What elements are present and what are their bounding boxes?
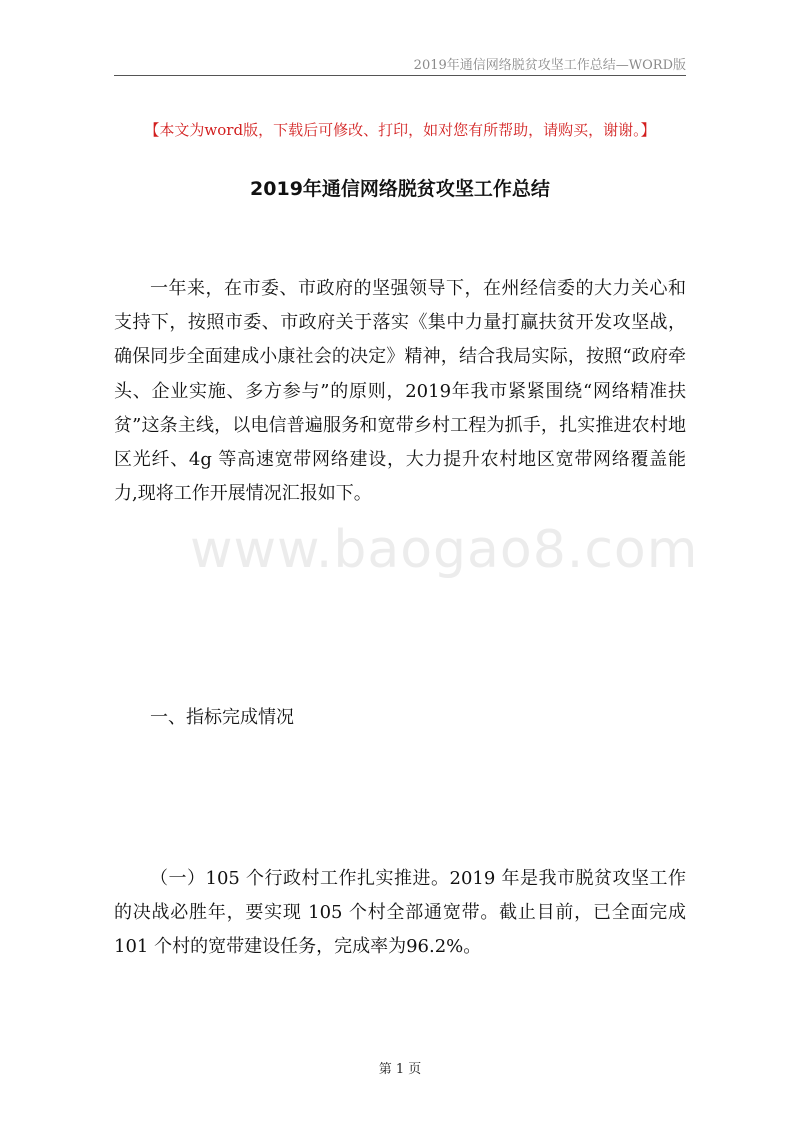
document-title: 2019年通信网络脱贫攻坚工作总结	[250, 178, 550, 200]
section-heading: 一、指标完成情况	[150, 707, 294, 728]
intro-paragraph: 一年来，在市委、市政府的坚强领导下，在州经信委的大力关心和支持下，按照市委、市政府关于落实《集中力量打赢扶贫开发攻坚战，确保同步全面建成小康社会的决定》精神，结合我局实际，按照“政府牵头、企业实施、多方参与”的原则，2019年我市紧紧围绕“网络精准扶贫”这条主线，以电信普遍服务和宽带乡村工程为抓手，扎实推进农村地区光纤、4g 等高速宽带网络建设，大力提升农村地区宽带网络覆盖能力,现将工作开展情况汇报如下。	[114, 278, 686, 505]
page-number: 第 1 页	[378, 1062, 422, 1077]
running-header: 2019年通信网络脱贫攻坚工作总结—WORD版	[413, 58, 686, 73]
item-paragraph-1: （一）105 个行政村工作扎实推进。2019 年是我市脱贫攻坚工作的决战必胜年，要实现 105 个村全部通宽带。截止目前，已全面完成 101 个村的宽带建设任务，完成率为96.2%。	[114, 868, 686, 958]
purchase-notice: 【本文为word版，下载后可修改、打印，如对您有所帮助，请购买，谢谢。】	[144, 121, 656, 139]
header-divider	[114, 75, 686, 76]
watermark: www.baogao8.com	[190, 520, 699, 580]
